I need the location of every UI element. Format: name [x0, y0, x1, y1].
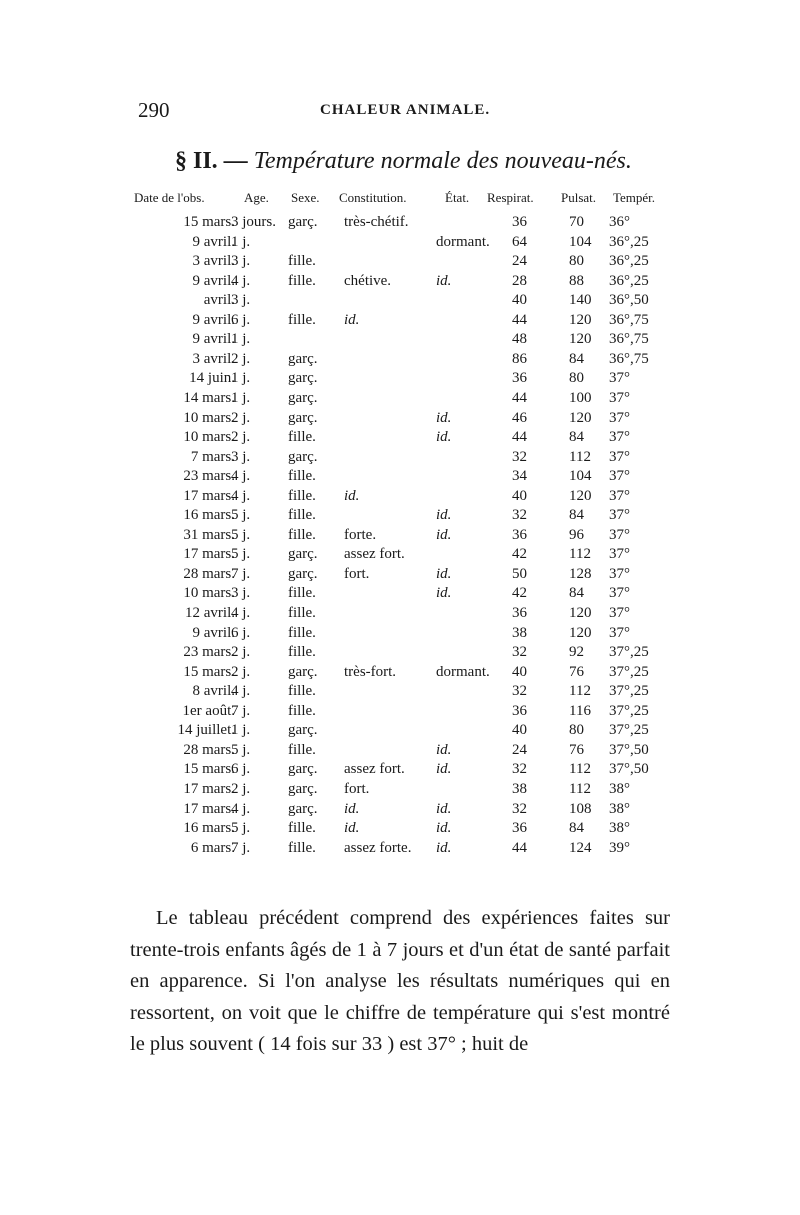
cell-date: 17 mars. [183, 546, 235, 563]
cell-age: 1 j. [231, 389, 251, 406]
cell-puls: 104 [569, 468, 592, 485]
section-heading [175, 148, 632, 175]
cell-puls: 120 [569, 487, 592, 504]
cell-date: 15 mars. [183, 761, 235, 778]
cell-age: 4 j. [231, 487, 251, 504]
header-col-age: Age. [244, 190, 269, 205]
cell-age: 3 j. [231, 585, 251, 602]
cell-resp: 38 [512, 780, 527, 797]
cell-age: 3 j. [231, 292, 251, 309]
cell-date: 28 mars. [183, 741, 235, 758]
cell-temp: 37° [609, 468, 630, 485]
cell-sexe: fille. [288, 605, 316, 621]
cell-temp: 38° [609, 820, 630, 837]
cell-constitution: id. [344, 820, 360, 837]
running-head [130, 98, 670, 122]
cell-date: 3 avril. [192, 350, 235, 367]
cell-resp: 32 [512, 761, 527, 778]
cell-constitution: id. [344, 800, 360, 817]
cell-puls: 116 [569, 702, 591, 719]
cell-temp: 36°,75 [609, 350, 649, 367]
cell-date: 7 mars. [190, 448, 235, 465]
cell-resp: 64 [512, 233, 527, 250]
cell-date: 9 avril. [192, 331, 235, 348]
cell-resp: 32 [512, 683, 527, 700]
cell-temp: 37° [609, 624, 630, 641]
cell-age: 6 j. [231, 624, 251, 641]
header-col-date: Date de l'obs. [134, 190, 205, 205]
cell-sexe: garç. [288, 800, 318, 817]
cell-age: 3 j. [231, 253, 251, 270]
cell-date: 10 mars. [183, 429, 235, 446]
cell-sexe: fille. [288, 429, 316, 446]
cell-resp: 24 [512, 253, 527, 270]
header-col-constitution: Constitution. [339, 190, 407, 205]
cell-temp: 37°,25 [609, 683, 649, 700]
cell-constitution: assez fort. [344, 761, 405, 778]
cell-temp: 38° [609, 780, 630, 797]
cell-date: 14 juillet. [177, 722, 235, 739]
page-number: 290 [138, 98, 170, 122]
cell-temp: 37°,50 [609, 761, 649, 778]
cell-etat: id. [436, 839, 452, 856]
cell-date: 16 mars. [183, 507, 235, 524]
cell-age: 5 j. [231, 741, 251, 758]
cell-sexe: garç. [288, 350, 318, 367]
cell-puls: 88 [569, 272, 584, 289]
cell-puls: 84 [569, 820, 584, 837]
cell-resp: 28 [512, 272, 527, 289]
cell-etat: dormant. [436, 233, 490, 250]
cell-resp: 32 [512, 644, 527, 661]
cell-temp: 37° [609, 507, 630, 524]
cell-date: 17 mars. [183, 487, 235, 504]
cell-age: 2 j. [231, 429, 251, 446]
cell-age: 1 j. [231, 233, 251, 250]
cell-date: 15 mars. [183, 214, 235, 230]
cell-sexe: fille. [288, 526, 316, 543]
cell-puls: 84 [569, 350, 584, 367]
cell-puls: 112 [569, 448, 591, 465]
cell-resp: 42 [512, 546, 527, 563]
cell-sexe: fille. [288, 272, 316, 289]
cell-temp: 37°,25 [609, 644, 649, 661]
cell-resp: 36 [512, 214, 527, 230]
cell-sexe: garç. [288, 389, 318, 406]
cell-date: 28 mars. [183, 565, 235, 582]
cell-age: 1 j. [231, 722, 251, 739]
cell-sexe: fille. [288, 702, 316, 719]
cell-etat: id. [436, 761, 452, 778]
cell-constitution: très-fort. [344, 663, 397, 680]
cell-temp: 37° [609, 546, 630, 563]
cell-puls: 112 [569, 780, 591, 797]
cell-constitution: fort. [344, 565, 370, 582]
cell-etat: id. [436, 409, 452, 426]
cell-date: 10 mars. [183, 585, 235, 602]
cell-sexe: fille. [288, 624, 316, 641]
cell-temp: 37° [609, 389, 630, 406]
cell-resp: 24 [512, 741, 527, 758]
cell-sexe: garç. [288, 546, 318, 563]
section-title: Température normale des nouveau-nés. [253, 148, 632, 174]
header-col-pulsation: Pulsat. [561, 190, 597, 205]
cell-temp: 37°,50 [609, 741, 649, 758]
cell-puls: 76 [569, 741, 584, 758]
cell-date: 16 mars. [183, 820, 235, 837]
cell-temp: 36°,25 [609, 272, 649, 289]
cell-resp: 40 [512, 487, 527, 504]
cell-date: 17 mars. [183, 800, 235, 817]
cell-resp: 40 [512, 663, 527, 680]
cell-temp: 36°,25 [609, 253, 649, 270]
cell-resp: 40 [512, 292, 527, 309]
cell-sexe: garç. [288, 214, 318, 230]
cell-resp: 36 [512, 370, 527, 387]
cell-temp: 37°,25 [609, 663, 649, 680]
cell-temp: 37° [609, 429, 630, 446]
section-number: § II. — [175, 148, 248, 174]
cell-constitution: forte. [344, 526, 377, 543]
cell-sexe: garç. [288, 780, 318, 797]
cell-temp: 36°,75 [609, 331, 649, 348]
cell-puls: 76 [569, 663, 584, 680]
cell-sexe: garç. [288, 761, 318, 778]
cell-resp: 46 [512, 409, 527, 426]
cell-resp: 36 [512, 820, 527, 837]
cell-temp: 36°,50 [609, 292, 649, 309]
cell-sexe: fille. [288, 644, 316, 661]
header-col-sexe: Sexe. [291, 190, 320, 205]
cell-date: 1er août. [182, 702, 235, 719]
cell-puls: 112 [569, 683, 591, 700]
cell-etat: id. [436, 800, 452, 817]
cell-puls: 120 [569, 331, 592, 348]
cell-age: 7 j. [231, 839, 251, 856]
cell-puls: 120 [569, 605, 592, 621]
cell-sexe: fille. [288, 585, 316, 602]
cell-temp: 37° [609, 370, 630, 387]
cell-temp: 37°,25 [609, 702, 649, 719]
cell-puls: 120 [569, 311, 592, 328]
cell-date: 17 mars. [183, 780, 235, 797]
cell-resp: 36 [512, 702, 527, 719]
cell-etat: id. [436, 565, 452, 582]
cell-resp: 86 [512, 350, 527, 367]
cell-sexe: fille. [288, 741, 316, 758]
cell-age: 2 j. [231, 663, 251, 680]
cell-age: 1 j. [231, 370, 251, 387]
cell-constitution: très-chétif. [344, 214, 409, 230]
cell-age: 5 j. [231, 526, 251, 543]
cell-temp: 37° [609, 565, 630, 582]
cell-date: 15 mars. [183, 663, 235, 680]
cell-sexe: fille. [288, 507, 316, 524]
cell-puls: 92 [569, 644, 584, 661]
cell-puls: 112 [569, 761, 591, 778]
cell-date: avril. [203, 292, 235, 309]
cell-date: 8 avril. [192, 683, 235, 700]
cell-sexe: garç. [288, 409, 318, 426]
cell-resp: 42 [512, 585, 527, 602]
cell-resp: 38 [512, 624, 527, 641]
cell-temp: 37° [609, 585, 630, 602]
cell-etat: id. [436, 585, 452, 602]
header-col-temperature: Tempér. [613, 190, 656, 205]
cell-resp: 36 [512, 526, 527, 543]
cell-sexe: garç. [288, 370, 318, 387]
cell-etat: id. [436, 741, 452, 758]
cell-date: 6 mars. [190, 839, 235, 856]
cell-age: 5 j. [231, 546, 251, 563]
cell-age: 3 jours. [231, 214, 276, 230]
cell-puls: 120 [569, 409, 592, 426]
cell-age: 6 j. [231, 761, 251, 778]
cell-date: 31 mars. [183, 526, 235, 543]
cell-puls: 140 [569, 292, 592, 309]
cell-sexe: fille. [288, 468, 316, 485]
cell-temp: 37° [609, 409, 630, 426]
cell-constitution: assez forte. [344, 839, 412, 856]
cell-temp: 36°,75 [609, 311, 649, 328]
cell-age: 6 j. [231, 311, 251, 328]
cell-sexe: fille. [288, 683, 316, 700]
cell-puls: 96 [569, 526, 584, 543]
cell-etat: id. [436, 507, 452, 524]
cell-resp: 44 [512, 429, 527, 446]
cell-age: 5 j. [231, 507, 251, 524]
cell-resp: 40 [512, 722, 527, 739]
cell-sexe: fille. [288, 839, 316, 856]
cell-temp: 37° [609, 526, 630, 543]
cell-resp: 32 [512, 800, 527, 817]
header-col-etat: État. [445, 190, 470, 205]
cell-age: 5 j. [231, 820, 251, 837]
cell-date: 14 mars. [183, 389, 235, 406]
cell-age: 4 j. [231, 605, 251, 621]
cell-puls: 84 [569, 429, 584, 446]
cell-age: 2 j. [231, 644, 251, 661]
cell-age: 7 j. [231, 702, 251, 719]
cell-resp: 44 [512, 311, 527, 328]
cell-resp: 44 [512, 839, 527, 856]
header-col-respiration: Respirat. [487, 190, 534, 205]
cell-constitution: fort. [344, 780, 370, 797]
cell-puls: 70 [569, 214, 584, 230]
cell-etat: dormant. [436, 663, 490, 680]
cell-sexe: garç. [288, 448, 318, 465]
cell-age: 4 j. [231, 468, 251, 485]
cell-sexe: fille. [288, 820, 316, 837]
cell-age: 4 j. [231, 800, 251, 817]
body-paragraph [130, 903, 670, 1061]
cell-constitution: id. [344, 487, 360, 504]
cell-date: 10 mars. [183, 409, 235, 426]
cell-resp: 44 [512, 389, 527, 406]
cell-date: 3 avril. [192, 253, 235, 270]
cell-resp: 36 [512, 605, 527, 621]
cell-temp: 36° [609, 214, 630, 230]
cell-puls: 128 [569, 565, 592, 582]
cell-date: 14 juin. [189, 370, 235, 387]
cell-age: 4 j. [231, 272, 251, 289]
cell-sexe: fille. [288, 487, 316, 504]
cell-puls: 80 [569, 722, 584, 739]
cell-puls: 120 [569, 624, 592, 641]
cell-date: 9 avril. [192, 624, 235, 641]
cell-constitution: id. [344, 311, 360, 328]
cell-resp: 50 [512, 565, 527, 582]
cell-temp: 39° [609, 839, 630, 856]
cell-sexe: garç. [288, 663, 318, 680]
cell-temp: 37° [609, 448, 630, 465]
cell-puls: 108 [569, 800, 592, 817]
cell-puls: 112 [569, 546, 591, 563]
cell-etat: id. [436, 526, 452, 543]
cell-date: 9 avril. [192, 272, 235, 289]
cell-date: 9 avril. [192, 311, 235, 328]
cell-age: 7 j. [231, 565, 251, 582]
cell-temp: 37°,25 [609, 722, 649, 739]
cell-sexe: garç. [288, 565, 318, 582]
cell-resp: 34 [512, 468, 527, 485]
running-title: CHALEUR ANIMALE. [320, 102, 491, 118]
cell-puls: 100 [569, 389, 592, 406]
cell-age: 3 j. [231, 448, 251, 465]
cell-age: 1 j. [231, 331, 251, 348]
cell-etat: id. [436, 429, 452, 446]
cell-age: 2 j. [231, 350, 251, 367]
cell-puls: 84 [569, 507, 584, 524]
cell-resp: 32 [512, 507, 527, 524]
cell-puls: 104 [569, 233, 592, 250]
cell-constitution: assez fort. [344, 546, 405, 563]
cell-temp: 36°,25 [609, 233, 649, 250]
cell-date: 23 mars. [183, 644, 235, 661]
cell-sexe: fille. [288, 311, 316, 328]
cell-date: 9 avril. [192, 233, 235, 250]
cell-puls: 84 [569, 585, 584, 602]
cell-temp: 37° [609, 605, 630, 621]
cell-etat: id. [436, 272, 452, 289]
cell-age: 2 j. [231, 780, 251, 797]
cell-age: 2 j. [231, 409, 251, 426]
cell-temp: 37° [609, 487, 630, 504]
cell-puls: 80 [569, 253, 584, 270]
cell-date: 12 avril. [185, 605, 235, 621]
cell-puls: 124 [569, 839, 592, 856]
body-paragraph-text: Le tableau précédent comprend des expériences faites sur trente-trois enfants âgés de 1 à 7 jours et d'un état de santé parfait en apparence. Si l'on analyse les résultats numériques qui en ressortent, on voit que le chiffre de température qui s'est montré le plus souvent ( 14 fois sur 33 ) est 37° ; huit de [130, 907, 670, 1055]
cell-sexe: garç. [288, 722, 318, 739]
cell-date: 23 mars. [183, 468, 235, 485]
cell-temp: 38° [609, 800, 630, 817]
cell-sexe: fille. [288, 253, 316, 270]
cell-puls: 80 [569, 370, 584, 387]
cell-resp: 48 [512, 331, 527, 348]
cell-constitution: chétive. [344, 272, 392, 289]
cell-age: 4 j. [231, 683, 251, 700]
cell-etat: id. [436, 820, 452, 837]
cell-resp: 32 [512, 448, 527, 465]
